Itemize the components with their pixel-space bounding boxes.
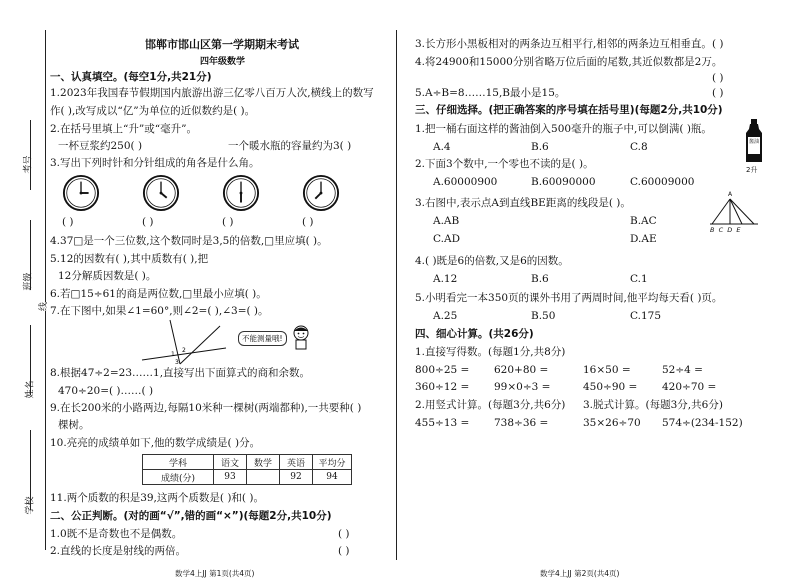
clock-icon — [62, 174, 100, 212]
question-2-a: 一杯豆浆约250( ) — [58, 140, 143, 152]
judge-4: 4.将24900和15000分别省略万位后面的尾数,其近似数都是2万。 — [415, 56, 723, 68]
question-4: 4.37□是一个三位数,这个数同时是3,5的倍数,□里应填( )。 — [50, 235, 328, 247]
page-1-footer: 数学4上JJ 第1页(共4页) — [175, 569, 255, 578]
speech-bubble: 不能测量哦! — [238, 331, 287, 346]
question-7: 7.在下图中,如果∠1=60°,则∠2=( ),∠3=( )。 — [50, 305, 269, 317]
svg-text:2: 2 — [182, 347, 186, 354]
clock-1-blank[interactable]: ( ) — [62, 216, 74, 228]
table-cell: 94 — [313, 470, 352, 485]
calc-2-item: 455÷13 = — [415, 417, 470, 429]
name-line — [30, 325, 31, 395]
choice-5-option: A.25 — [433, 310, 458, 322]
judge-2: 2.直线的长度是射线的两倍。 — [50, 545, 187, 557]
bottle-label: 酱油 — [749, 139, 760, 145]
choice-1: 1.把一桶右面这样的酱油倒入500毫升的瓶子中,可以倒满( )瓶。 — [415, 123, 712, 135]
calc-2-item: 738÷36 = — [494, 417, 549, 429]
calc-1: 1.直接写得数。(每题1分,共8分) — [415, 346, 566, 358]
choice-5-option: B.50 — [531, 310, 556, 322]
choice-3-option: B.AC — [630, 215, 657, 227]
page-2-footer: 数学4上JJ 第2页(共4页) — [540, 569, 620, 578]
choice-4-option: B.6 — [531, 273, 549, 285]
question-5-line-1: 5.12的因数有( ),其中质数有( ),把 — [50, 253, 209, 265]
choice-3-option: D.AE — [630, 233, 657, 245]
class-line — [30, 220, 31, 290]
calc-3: 3.脱式计算。(每题3分,共6分) — [583, 399, 723, 411]
calc-1-item: 420÷70 = — [662, 381, 717, 393]
question-2: 2.在括号里填上“升”或“毫升”。 — [50, 123, 197, 135]
question-3: 3.写出下列时针和分针组成的角各是什么角。 — [50, 157, 260, 169]
calc-1-item: 360÷12 = — [415, 381, 470, 393]
svg-text:3: 3 — [175, 359, 179, 366]
exam-title: 邯郸市邯山区第一学期期末考试 — [145, 38, 299, 51]
section-3-heading: 三、仔细选择。(把正确答案的序号填在括号里)(每题2分,共10分) — [415, 104, 723, 116]
judge-2-blank[interactable]: ( ) — [338, 545, 350, 557]
svg-text:1: 1 — [171, 351, 175, 358]
table-header-cell: 语文 — [214, 455, 247, 470]
calc-3-item: 35×26÷70 — [583, 417, 641, 429]
cartoon-boy-icon — [290, 324, 312, 350]
page-divider — [396, 30, 397, 560]
choice-3-option: C.AD — [433, 233, 460, 245]
choice-2: 2.下面3个数中,一个零也不读的是( )。 — [415, 158, 594, 170]
calc-3-item: 574÷(234-152) — [662, 417, 743, 429]
section-4-heading: 四、细心计算。(共26分) — [415, 328, 534, 340]
clock-3-blank[interactable]: ( ) — [222, 216, 234, 228]
section-2-heading: 二、公正判断。(对的画“√”,错的画“×”)(每题2分,共10分) — [50, 510, 332, 522]
clock-2-blank[interactable]: ( ) — [142, 216, 154, 228]
school-label: 学校 — [25, 496, 36, 515]
calc-1-item: 99×0÷3 = — [494, 381, 551, 393]
exam-subtitle: 四年级数学 — [200, 57, 246, 67]
table-row — [143, 470, 352, 485]
calc-1-item: 620+80 = — [494, 364, 549, 376]
question-9-line-1: 9.在长200米的小路两边,每隔10米种一棵树(两端都种),一共要种( ) — [50, 402, 362, 414]
question-2-b: 一个暖水瓶的容量约为3( ) — [228, 140, 352, 152]
name-label: 姓名 — [25, 380, 36, 399]
choice-5: 5.小明看完一本350页的课外书用了两周时间,他平均每天看( )页。 — [415, 292, 723, 304]
question-11: 11.两个质数的积是39,这两个质数是( )和( )。 — [50, 492, 264, 504]
question-8: 8.根据47÷2=23……1,直接写出下面算式的商和余数。 — [50, 367, 311, 379]
clock-icon — [142, 174, 180, 212]
choice-1-option: A.4 — [433, 141, 451, 153]
clock-4-blank[interactable]: ( ) — [302, 216, 314, 228]
triangle-figure — [708, 196, 760, 230]
clock-icon — [222, 174, 260, 212]
calc-1-item: 800÷25 = — [415, 364, 470, 376]
class-label: 班级 — [23, 272, 34, 291]
judge-3-blank[interactable]: ( ) — [712, 38, 724, 50]
table-row-label: 成绩(分) — [143, 470, 214, 485]
exam-no-line — [30, 120, 31, 190]
choice-2-option: A.60000900 — [433, 176, 498, 188]
exam-no-label: 考号 — [23, 155, 34, 174]
choice-5-option: C.175 — [630, 310, 662, 322]
calc-2: 2.用竖式计算。(每题3分,共6分) — [415, 399, 566, 411]
table-cell: 92 — [280, 470, 313, 485]
seal-line-label: 线 — [36, 302, 49, 311]
clock-icon — [302, 174, 340, 212]
table-header-cell: 英语 — [280, 455, 313, 470]
calc-1-item: 16×50 = — [583, 364, 631, 376]
table-cell: 93 — [214, 470, 247, 485]
choice-1-option: C.8 — [630, 141, 648, 153]
table-row — [143, 455, 352, 470]
score-table — [142, 454, 352, 485]
judge-3: 3.长方形小黑板相对的两条边互相平行,相邻的两条边互相垂直。 — [415, 38, 712, 50]
choice-4-option: C.1 — [630, 273, 648, 285]
question-6: 6.若□15÷61的商是两位数,□里最小应填( )。 — [50, 288, 267, 300]
figure-point-labels: B C D E — [710, 226, 741, 234]
angle-figure — [140, 318, 230, 366]
binding-margin — [0, 0, 50, 583]
choice-2-option: C.60009000 — [630, 176, 695, 188]
table-header-cell: 平均分 — [313, 455, 352, 470]
calc-1-item: 52÷4 = — [662, 364, 703, 376]
section-1-heading: 一、认真填空。(每空1分,共21分) — [50, 71, 212, 83]
figure-apex-label: A — [728, 191, 733, 198]
table-cell[interactable] — [247, 470, 280, 485]
judge-1: 1.0既不是奇数也不是偶数。 — [50, 528, 183, 540]
choice-3: 3.右图中,表示点A到直线BE距离的线段是( )。 — [415, 197, 631, 209]
choice-4: 4.( )既是6的倍数,又是6的因数。 — [415, 255, 569, 267]
choice-3-option: A.AB — [433, 215, 460, 227]
choice-1-option: B.6 — [531, 141, 549, 153]
table-header-cell: 学科 — [143, 455, 214, 470]
bottle-volume: 2升 — [746, 166, 758, 174]
question-9-line-2: 棵树。 — [58, 419, 90, 431]
question-1-line-1: 1.2023年我国春节假期国内旅游出游三亿零八百万人次,横线上的数写 — [50, 87, 374, 99]
calc-1-item: 450÷90 = — [583, 381, 638, 393]
table-header-cell: 数学 — [247, 455, 280, 470]
school-line — [30, 430, 31, 510]
judge-5: 5.A÷B=8……15,B最小是15。 — [415, 87, 566, 99]
question-8-a: 470÷20=( )……( ) — [58, 385, 154, 397]
question-5-line-2: 12分解质因数是( )。 — [58, 270, 157, 282]
judge-4-blank[interactable]: ( ) — [712, 72, 724, 84]
judge-5-blank[interactable]: ( ) — [712, 87, 724, 99]
seal-line — [45, 30, 46, 550]
choice-2-option: B.60090000 — [531, 176, 596, 188]
question-10: 10.亮亮的成绩单如下,他的数学成绩是( )分。 — [50, 437, 261, 449]
question-1-line-2: 作( ),改写成以“亿”为单位的近似数约是( )。 — [50, 105, 256, 117]
choice-4-option: A.12 — [433, 273, 458, 285]
judge-1-blank[interactable]: ( ) — [338, 528, 350, 540]
